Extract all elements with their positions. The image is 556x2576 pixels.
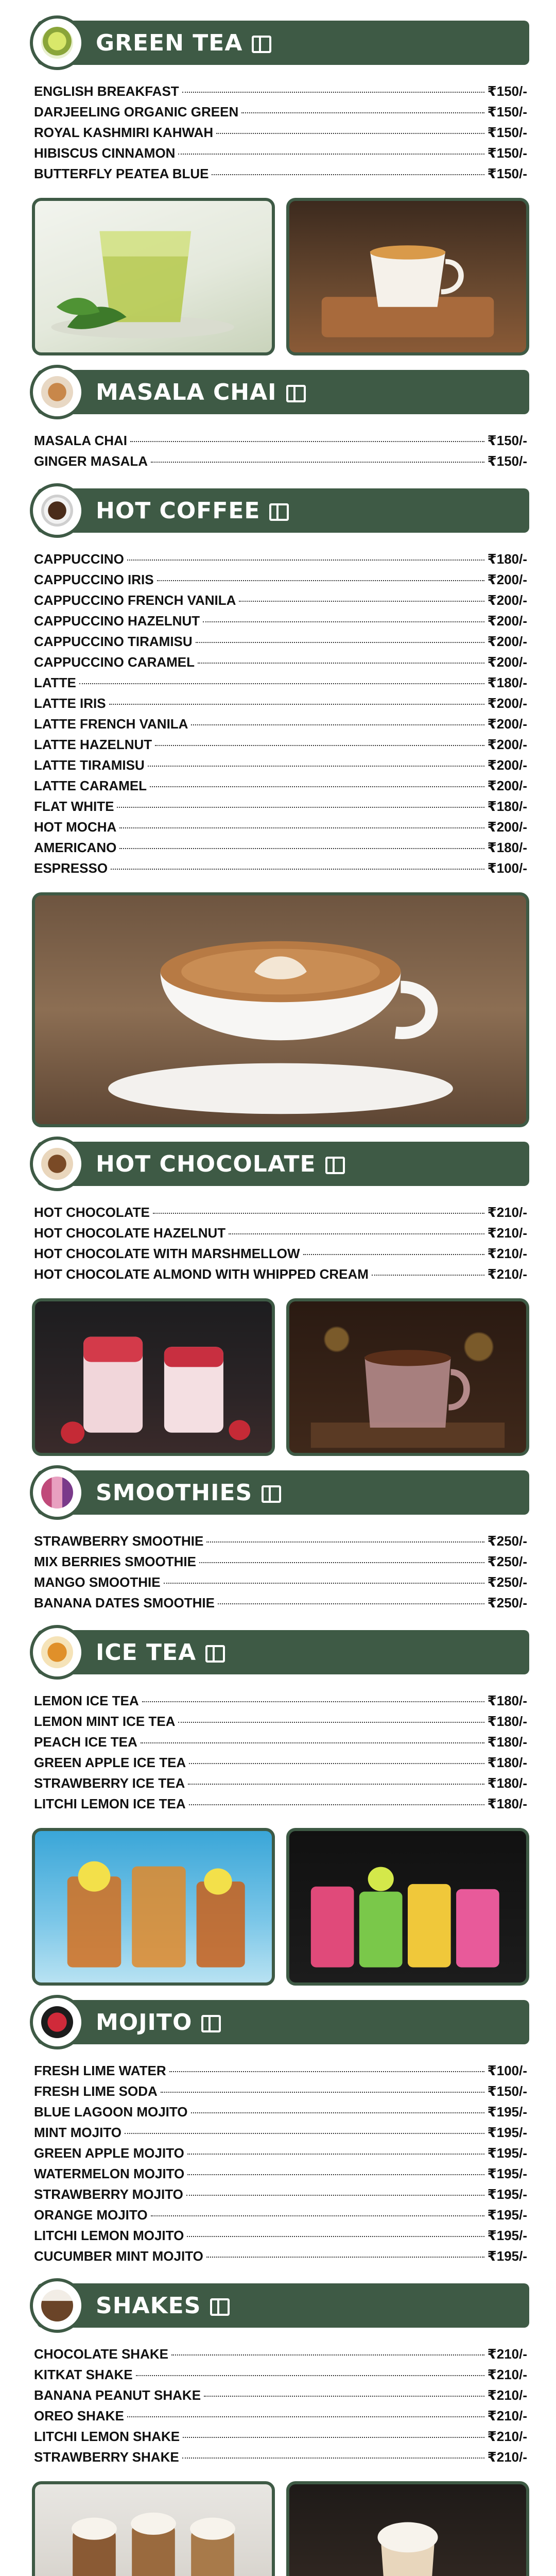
menu-book-icon [285, 384, 305, 400]
menu-item: CAPPUCCINO HAZELNUT ₹200/- [34, 613, 527, 629]
menu-item: CAPPUCCINO IRIS ₹200/- [34, 572, 527, 587]
menu-items [32, 83, 529, 187]
menu-item: STRAWBERRY ICE TEA ₹180/- [34, 1775, 527, 1791]
menu-book-icon [268, 502, 288, 519]
menu-book-icon [209, 2297, 229, 2314]
photo-row [32, 1298, 529, 1456]
smoothies-icon [30, 1465, 84, 1520]
menu-items [32, 1205, 529, 1287]
colorful-drinks-photo [286, 1828, 529, 1986]
section-masala-chai [32, 370, 529, 474]
section-title: HOT CHOCOLATE [96, 1150, 316, 1177]
menu-item: CUCUMBER MINT MOJITO ₹195/- [34, 2248, 527, 2264]
menu-item: KITKAT SHAKE ₹210/- [34, 2367, 527, 2382]
menu-item: CAPPUCCINO ₹180/- [34, 551, 527, 567]
mojito-glass-icon [30, 1995, 84, 2049]
menu-item: LITCHI LEMON MOJITO ₹195/- [34, 2228, 527, 2243]
section-header [37, 1630, 529, 1674]
menu-item: LATTE HAZELNUT ₹200/- [34, 737, 527, 752]
menu-item: GREEN APPLE ICE TEA ₹180/- [34, 1755, 527, 1770]
menu-item: CAPPUCCINO TIRAMISU ₹200/- [34, 634, 527, 649]
menu-item: STRAWBERRY SHAKE ₹210/- [34, 2449, 527, 2465]
menu-item: HOT CHOCOLATE HAZELNUT ₹210/- [34, 1225, 527, 1241]
menu-item: MASALA CHAI ₹150/- [34, 433, 527, 448]
section-title: ICE TEA [96, 1639, 197, 1666]
menu-item: MANGO SMOOTHIE ₹250/- [34, 1574, 527, 1590]
menu-item: WATERMELON MOJITO ₹195/- [34, 2166, 527, 2181]
menu-item: FRESH LIME SODA ₹150/- [34, 2083, 527, 2099]
cream-shake-photo [286, 2481, 529, 2576]
section-green-tea [32, 21, 529, 355]
menu-item: LEMON ICE TEA ₹180/- [34, 1693, 527, 1708]
menu-item: AMERICANO ₹180/- [34, 840, 527, 855]
latte-art-cup-photo [32, 892, 529, 1127]
menu-item: FRESH LIME WATER ₹100/- [34, 2063, 527, 2078]
menu-item: STRAWBERRY MOJITO ₹195/- [34, 2187, 527, 2202]
menu-items [32, 1533, 529, 1616]
menu-item: HOT CHOCOLATE ALMOND WITH WHIPPED CREAM ₹210/- [34, 1266, 527, 1282]
photo-row [32, 2481, 529, 2576]
menu-book-icon [204, 1644, 224, 1660]
menu-book-icon [200, 2014, 220, 2030]
menu-item: LATTE CARAMEL ₹200/- [34, 778, 527, 793]
menu-items [32, 551, 529, 881]
hot-chocolate-mug-icon [30, 1137, 84, 1191]
section-header [37, 1142, 529, 1186]
menu-item: OREO SHAKE ₹210/- [34, 2408, 527, 2424]
menu-item: LITCHI LEMON ICE TEA ₹180/- [34, 1796, 527, 1811]
photo-row [32, 1828, 529, 1986]
section-title: HOT COFFEE [96, 497, 260, 524]
hot-coffee-cup-icon [30, 483, 84, 538]
photo-row [32, 198, 529, 355]
shake-glass-icon [30, 2278, 84, 2333]
menu-item: BUTTERFLY PEATEA BLUE ₹150/- [34, 166, 527, 181]
menu-item: BLUE LAGOON MOJITO ₹195/- [34, 2104, 527, 2120]
green-tea-cup-icon [30, 15, 84, 70]
menu-items [32, 2346, 529, 2470]
photo-row [32, 892, 529, 1127]
menu-items [32, 2063, 529, 2269]
section-title: SHAKES [96, 2292, 201, 2319]
menu-item: LEMON MINT ICE TEA ₹180/- [34, 1714, 527, 1729]
section-header [37, 488, 529, 533]
menu-book-icon [251, 35, 270, 51]
menu-item: HIBISCUS CINNAMON ₹150/- [34, 145, 527, 161]
menu-item: LATTE IRIS ₹200/- [34, 696, 527, 711]
ice-tea-glass-icon [30, 1625, 84, 1680]
menu-item: LITCHI LEMON SHAKE ₹210/- [34, 2429, 527, 2444]
menu-item: PEACH ICE TEA ₹180/- [34, 1734, 527, 1750]
menu-item: FLAT WHITE ₹180/- [34, 799, 527, 814]
menu-item: CAPPUCCINO FRENCH VANILA ₹200/- [34, 592, 527, 608]
section-hot-coffee [32, 488, 529, 1127]
section-title: GREEN TEA [96, 29, 243, 56]
hot-chocolate-mug-photo [286, 1298, 529, 1456]
menu-item: HOT MOCHA ₹200/- [34, 819, 527, 835]
menu-item: GINGER MASALA ₹150/- [34, 453, 527, 469]
menu-item: HOT CHOCOLATE WITH MARSHMELLOW ₹210/- [34, 1246, 527, 1261]
green-tea-glass-photo [32, 198, 275, 355]
section-title: MASALA CHAI [96, 379, 277, 405]
menu-items [32, 433, 529, 474]
menu-item: LATTE ₹180/- [34, 675, 527, 690]
menu-item: CHOCOLATE SHAKE ₹210/- [34, 2346, 527, 2362]
menu-item: MIX BERRIES SMOOTHIE ₹250/- [34, 1554, 527, 1569]
three-shakes-photo [32, 2481, 275, 2576]
menu-item: MINT MOJITO ₹195/- [34, 2125, 527, 2140]
section-header [37, 2000, 529, 2044]
section-ice-tea [32, 1630, 529, 1986]
menu-items [32, 1693, 529, 1817]
menu-book-icon [324, 1156, 344, 1172]
menu-item: ESPRESSO ₹100/- [34, 860, 527, 876]
masala-chai-icon [30, 365, 84, 419]
section-title: MOJITO [96, 2009, 193, 2036]
lemon-ice-tea-photo [32, 1828, 275, 1986]
menu-item: LATTE TIRAMISU ₹200/- [34, 757, 527, 773]
menu-book-icon [260, 1484, 280, 1501]
tea-cup-photo [286, 198, 529, 355]
section-hot-chocolate [32, 1142, 529, 1456]
strawberry-dessert-photo [32, 1298, 275, 1456]
section-header [37, 2283, 529, 2328]
section-mojito [32, 2000, 529, 2269]
menu-item: STRAWBERRY SMOOTHIE ₹250/- [34, 1533, 527, 1549]
menu-item: DARJEELING ORGANIC GREEN ₹150/- [34, 104, 527, 120]
section-header [37, 21, 529, 65]
menu-item: BANANA PEANUT SHAKE ₹210/- [34, 2387, 527, 2403]
menu-item: HOT CHOCOLATE ₹210/- [34, 1205, 527, 1220]
section-header [37, 1470, 529, 1515]
menu-item: LATTE FRENCH VANILA ₹200/- [34, 716, 527, 732]
section-shakes [32, 2283, 529, 2576]
menu-item: BANANA DATES SMOOTHIE ₹250/- [34, 1595, 527, 1611]
section-smoothies [32, 1470, 529, 1616]
menu-item: ORANGE MOJITO ₹195/- [34, 2207, 527, 2223]
menu-item: ENGLISH BREAKFAST ₹150/- [34, 83, 527, 99]
menu-item: CAPPUCCINO CARAMEL ₹200/- [34, 654, 527, 670]
section-title: SMOOTHIES [96, 1479, 253, 1506]
section-header [37, 370, 529, 414]
menu-item: GREEN APPLE MOJITO ₹195/- [34, 2145, 527, 2161]
menu-item: ROYAL KASHMIRI KAHWAH ₹150/- [34, 125, 527, 140]
